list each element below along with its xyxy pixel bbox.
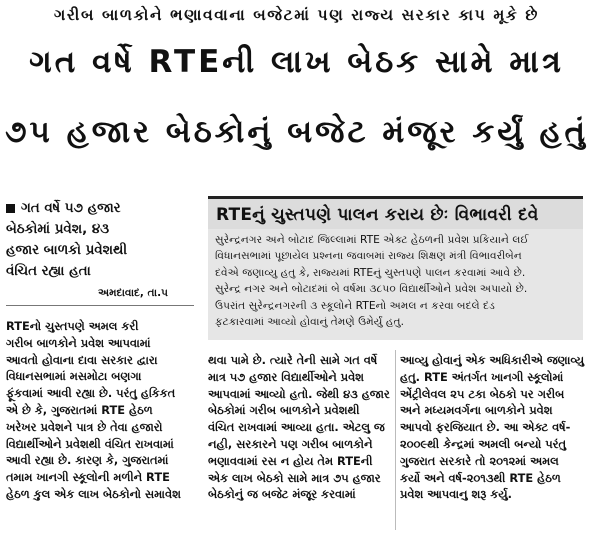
- sidebar-box-title: RTEનું ચુસ્તપણે પાલન કરાય છેઃ વિભાવરી દવે: [216, 205, 539, 225]
- bullet-line: ગત વર્ષે ૫૭ હજાર: [6, 198, 196, 219]
- divider-rule: [6, 305, 194, 306]
- article-column-1: RTEનો ચુસ્તપણે અમલ કરી ગરીબ બાળકોને પ્રવેશ આપવામાં આવતો હોવાના દાવા સરકાર દ્વારા વિધાનસભામાં મસમોટા બણગા ફૂંકવામાં આવી રહ્યા છે. પરંતુ હકિકત એ છે કે, ગુજરાતમાં RTE હેઠળ ખરેખર પ્રવેશને પાત્ર છે તેવા હજારો વિદ્યાર્થીઓને પ્રવેશથી વંચિત રાખવામાં આવી રહ્યા છે. કારણ કે, ગુજરાતમાં તમામ ખાનગી સ્કૂલોની મળીને RTE હેઠળ કુલ એક લાખ બેઠકોનો સમાવેશ: [6, 319, 181, 501]
- sidebar-box-text: સુરેન્દ્રનગર અને બોટાદ જિલ્લામાં RTE એક્ટ હેઠળની પ્રવેશ પ્રકિયાને લઈ વિધાનસભામાં પૂછાયેલ પ્રશ્નના જવાબમાં રાજ્ય શિક્ષણ મંત્રી વિભાવરીબેન દવેએ જણાવ્યુ હતુ કે, રાજ્યમાં RTEનું ચુસ્તપણે પાલન કરવામાં આવે છે. સુરેન્દ્ર નગર અને બોટાદમાં બે વર્ષમા ૩૮૫૦ વિદ્યાર્થીઓને પ્રવેશ અપાયો છે. ઉપરાંત સુરેન્દ્રનગરની ૩ સ્કૂલોને RTEનો અમલ ન કરવા બદલે દંડ ફટકારવામાં આવ્યો હોવાનું તેમણે ઉમેર્યું હતુ.: [215, 233, 529, 329]
- column-divider: [395, 350, 396, 530]
- kicker-headline: ગરીબ બાળકોને ભણાવવાના બજેટમાં પણ રાજ્ય સરકાર કાપ મૂકે છે: [54, 6, 539, 24]
- bullet-line: વંચિત રહ્યા હતા: [6, 264, 91, 279]
- article-column-2: થવા પામે છે. ત્યારે તેની સામે ગત વર્ષે માત્ર ૫૭ હજાર વિદ્યાર્થીઓને પ્રવેશ આપવામાં આવ્યો હતો. જેથી ૪૩ હજાર બેઠકોમાં ગરીબ બાળકોને પ્રવેશથી વંચિત રાખવામાં આવ્યા હતા. એટલુ જ નહી, સરકારને પણ ગરીબ બાળકોને ભણાવવામાં રસ ન હોય તેમ RTEની એક લાખ બેઠકો સામે માત્ર ૭૫ હજાર બેઠકોનું જ બજેટ મંજૂર કરવામાં: [208, 353, 390, 502]
- sidebar-box-header: [208, 196, 583, 231]
- main-headline-line-2: ૭૫ હજાર બેઠકોનું બજેટ મંજૂર કર્યું હતું: [4, 114, 589, 150]
- article-column-3: આવ્યુ હોવાનું એક અધિકારીએ જણાવ્યુ હતુ. RTE અંતર્ગત ખાનગી સ્કૂલોમાં એંટ્રીલેવલ ૨૫ ટકા બેઠકો પર ગરીબ અને મધ્યમવર્ગના બાળકોને પ્રવેશ આપવો ફરજિયાત છે. આ એક્ટ વર્ષ- ૨૦૦૯થી કેન્દ્રમાં અમલી બન્યો પરંતુ ગુજરાત સરકારે તો ૨૦૧૨માં અમલ કર્યો અને વર્ષ-૨૦૧૩થી RTE હેઠળ પ્રવેશ આપવાનુ શરૂ કર્યુ.: [400, 353, 585, 502]
- sidebar-box-body: [208, 229, 583, 340]
- main-headline-line-1: ગત વર્ષે RTEની લાખ બેઠક સામે માત્ર: [29, 44, 564, 80]
- bullet-line: બેઠકોમાં પ્રવેશ, ૪૩: [6, 222, 110, 237]
- dateline: અમદાવાદ, તા.પ: [98, 287, 168, 299]
- bullet-square-icon: [6, 204, 15, 213]
- bullet-line: હજાર બાળકો પ્રવેશથી: [6, 243, 128, 258]
- bullet-highlight: [6, 198, 196, 282]
